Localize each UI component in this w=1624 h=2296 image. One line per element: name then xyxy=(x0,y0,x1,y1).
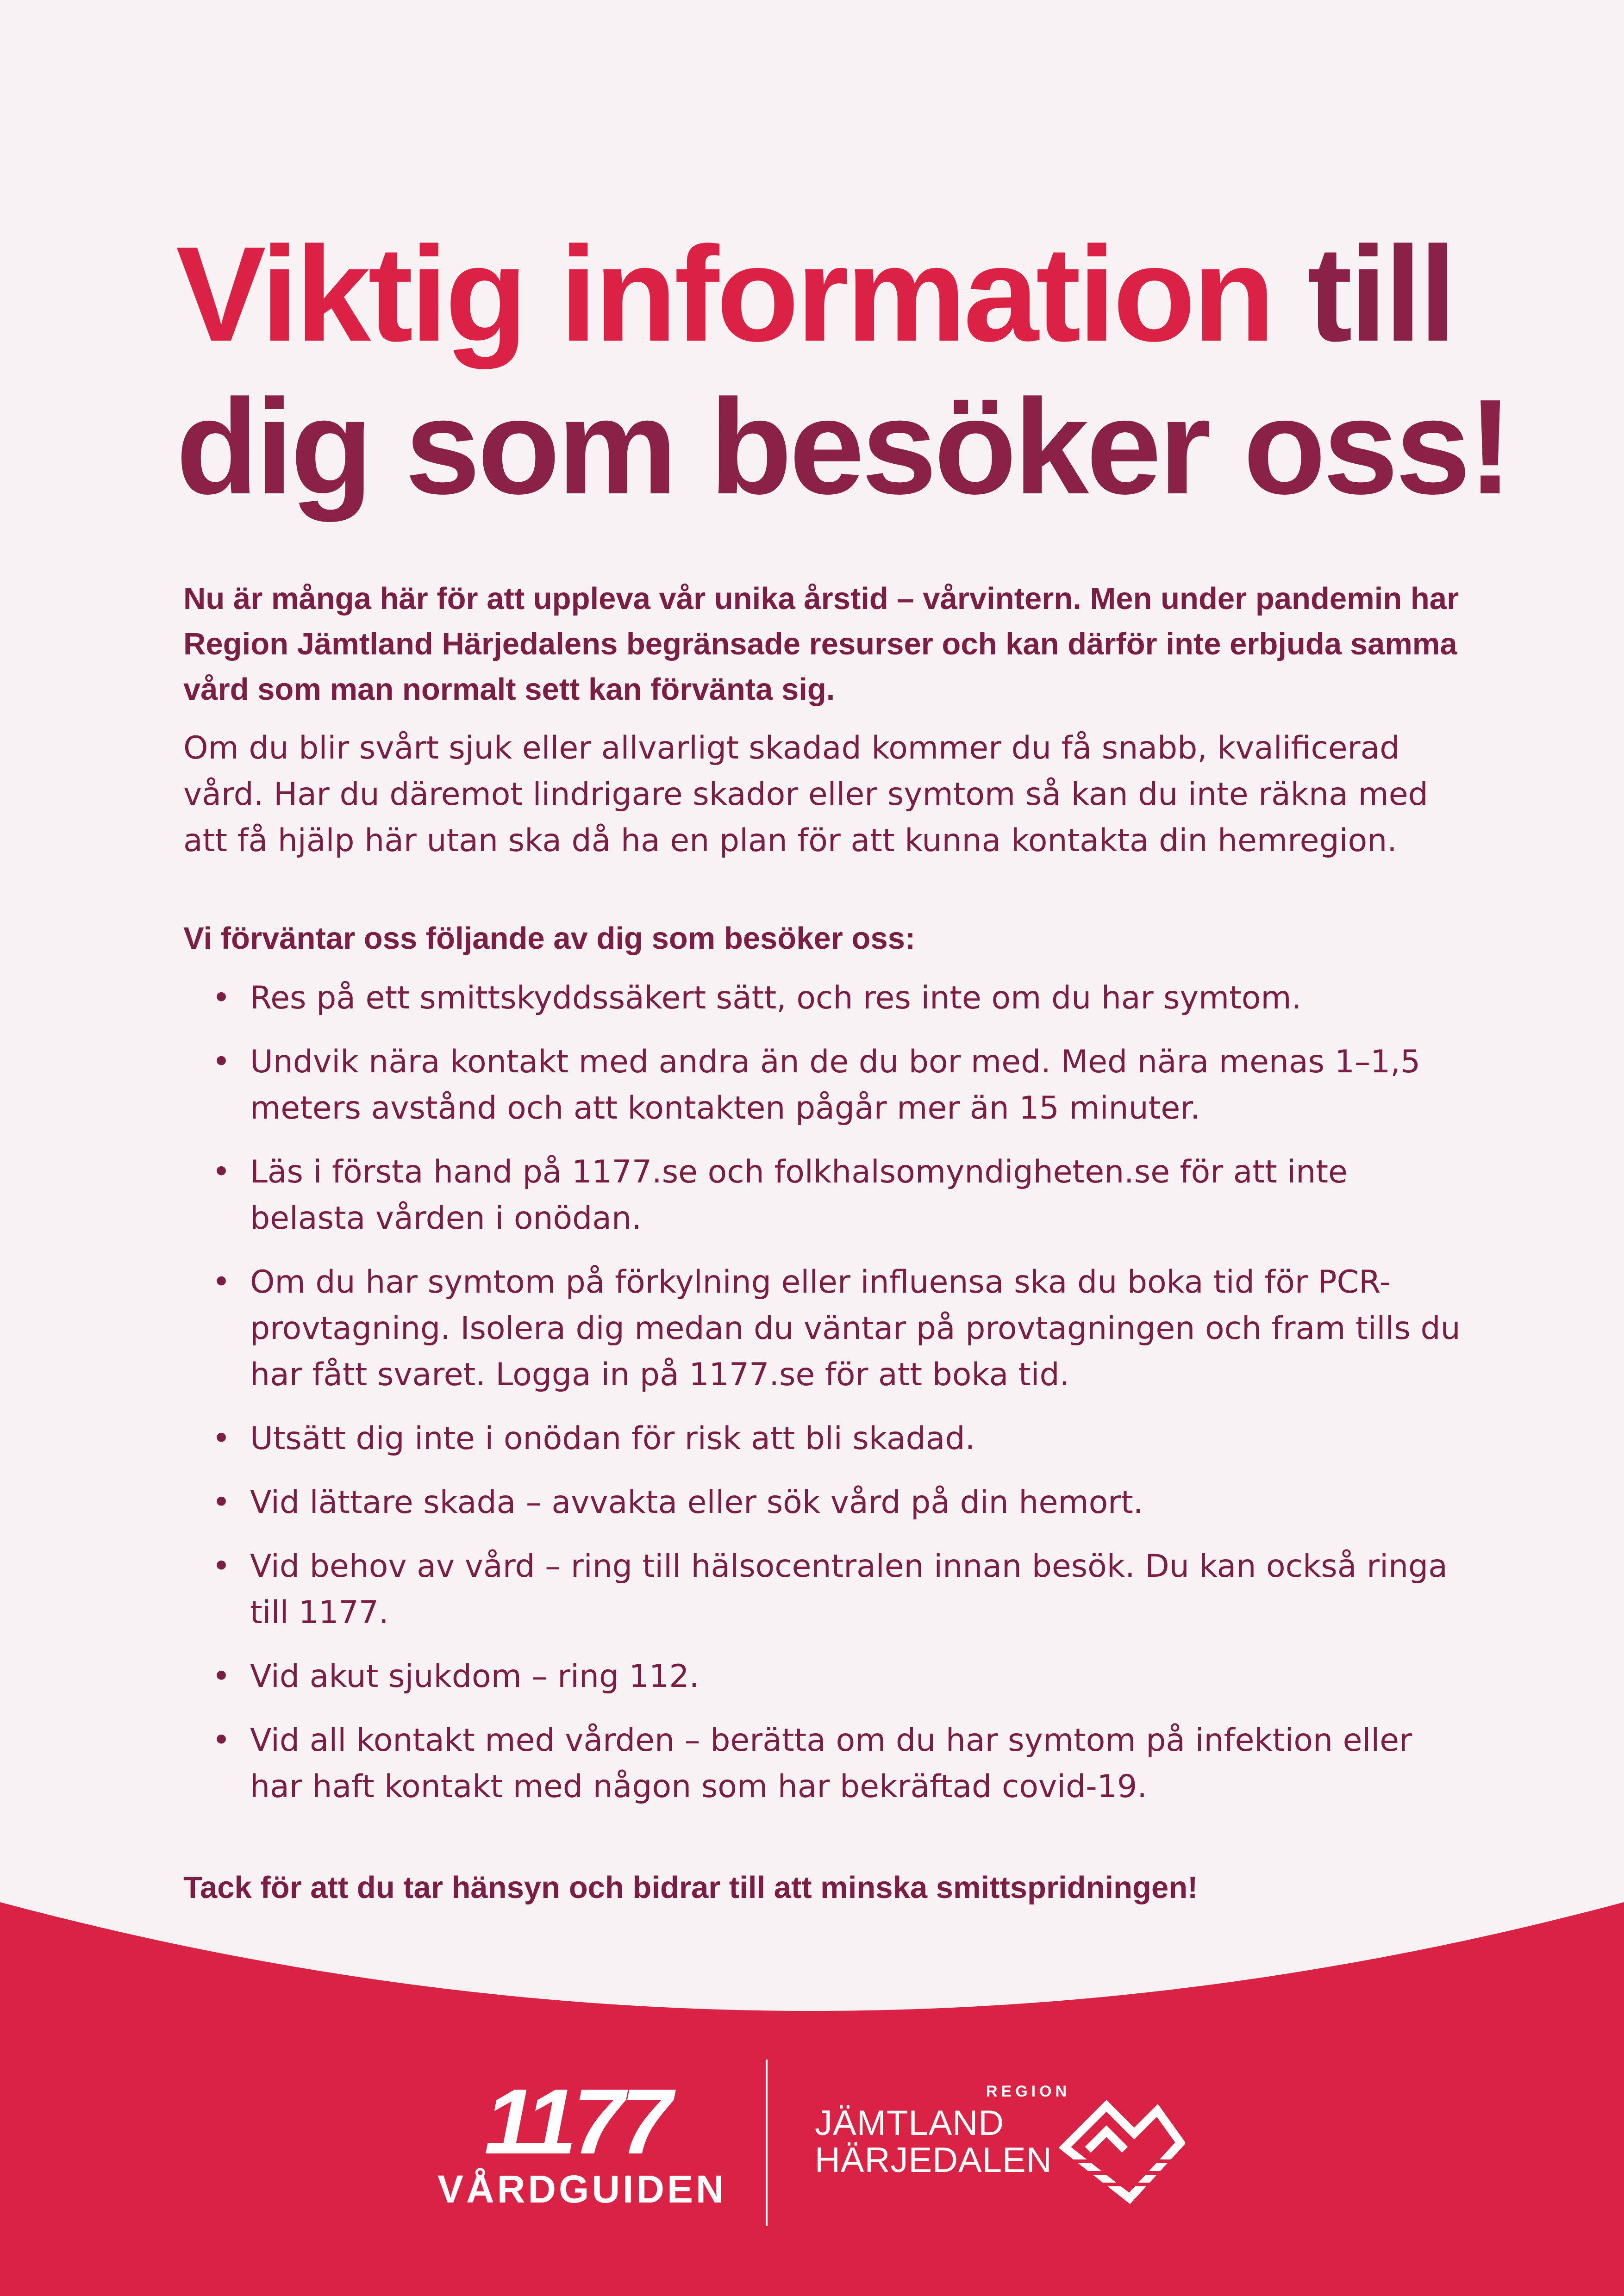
logo-1177-name: VÅRDGUIDEN xyxy=(437,2167,727,2211)
main-content xyxy=(183,576,1461,1828)
expectations-heading: Vi förväntar oss följande av dig som besöker oss: xyxy=(183,921,916,956)
list-item: • Vid akut sjukdom – ring 112. xyxy=(183,1654,1468,1700)
thanks-message: Tack för att du tar hänsyn och bidrar till att minska smittspridningen! xyxy=(183,1870,1198,1905)
list-item: • Vid all kontakt med vården – berätta om du har symtom på infektion eller har haft kontakt med någon som har bekräftad covid-19. xyxy=(183,1717,1468,1810)
logo-divider xyxy=(766,2060,768,2226)
bullet-icon: • xyxy=(212,1044,231,1080)
body-paragraph: Om du blir svårt sjuk eller allvarligt skadad kommer du få snabb, kvalificerad vård. Har du däremot lindrigare skador eller symtom så kan du inte räkna med att få hjälp här utan ska då ha en plan för att kunna kontakta din hemregion. xyxy=(183,730,1428,859)
list-item: • Res på ett smittskyddssäkert sätt, och res inte om du har symtom. xyxy=(183,975,1468,1021)
bullet-icon: • xyxy=(212,980,231,1016)
list-item: • Om du har symtom på förkylning eller influensa ska du boka tid för PCR-provtagning. Isolera dig medan du väntar på provtagningen och fram tills du har fått svaret. Logga in på 1177.se för att boka tid. xyxy=(183,1259,1468,1398)
region-small-label: REGION xyxy=(986,2083,1071,2100)
bullet-icon: • xyxy=(212,1154,231,1190)
list-item: • Utsätt dig inte i onödan för risk att bli skadad. xyxy=(183,1416,1468,1462)
expectations-list xyxy=(183,975,1461,1810)
logo-1177-number: 1177 xyxy=(484,2070,669,2173)
intro-paragraph: Nu är många här för att uppleva vår unika årstid – vårvintern. Men under pandemin har Region Jämtland Härjedalens begränsade resurser och kan därför inte erbjuda samma vård som man normalt sett kan förvänta sig. xyxy=(183,581,1459,707)
bullet-icon: • xyxy=(212,1548,231,1585)
footer-wave-background xyxy=(0,1888,1624,2296)
region-mountain-icon xyxy=(1056,2092,1185,2212)
bullet-icon: • xyxy=(212,1264,231,1300)
list-item: • Undvik nära kontakt med andra än de du bor med. Med nära menas 1–1,5 meters avstånd och att kontakten pågår mer än 15 minuter. xyxy=(183,1039,1468,1132)
bullet-icon: • xyxy=(212,1722,231,1759)
headline-rest: till dig som besöker oss! xyxy=(176,218,1510,522)
list-item: • Vid behov av vård – ring till hälsocentralen innan besök. Du kan också ringa till 1177. xyxy=(183,1543,1468,1636)
list-item: • Läs i första hand på 1177.se och folkhalsomyndigheten.se för att inte belasta vården i onödan. xyxy=(183,1149,1468,1242)
bullet-icon: • xyxy=(212,1658,231,1695)
bullet-icon: • xyxy=(212,1420,231,1457)
region-name-line2: HÄRJEDALEN xyxy=(815,2140,1052,2180)
logo-1177-vardguiden xyxy=(437,2070,727,2212)
list-item: • Vid lättare skada – avvakta eller sök vård på din hemort. xyxy=(183,1480,1468,1526)
bullet-icon: • xyxy=(212,1484,231,1521)
region-name-line1: JÄMTLAND xyxy=(815,2103,1005,2143)
headline xyxy=(176,218,1518,523)
headline-accent: Viktig information xyxy=(176,218,1273,369)
